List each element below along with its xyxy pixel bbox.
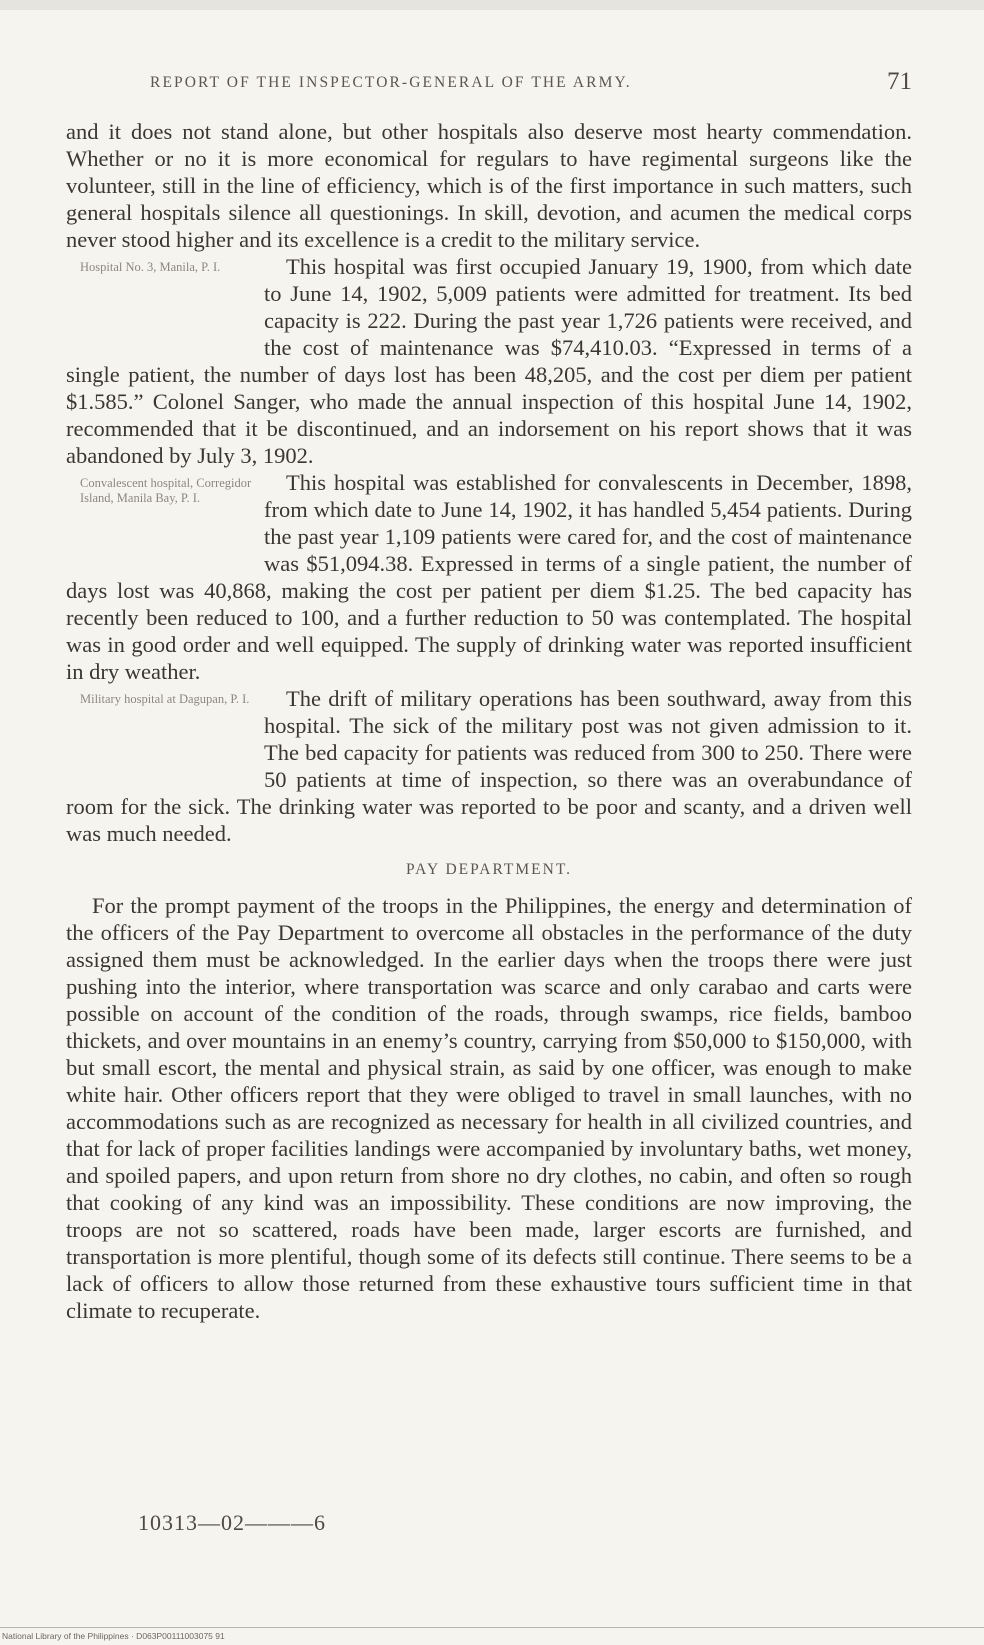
entry-convalescent-hospital	[66, 469, 912, 685]
body-text	[66, 118, 912, 1324]
entry-text-convalescent-hospital-content: This hospital was established for convalescents in December, 1898, from which date to June 14, 1902, it has handled 5,454 patients. During the past year 1,109 patients were cared for, and the cost of maintenance was $51,094.38. Expressed in terms of a single patient, the number of days lost was 40,868, making the cost per patient per diem $1.25. The bed capacity has recently been reduced to 100, and a further reduction to 50 was contemplated. The hospital was in good order and well equipped. The supply of drinking water was reported insufficient in dry weather.	[66, 470, 912, 684]
margin-note-hospital-no-3: Hospital No. 3, Manila, P. I.	[80, 260, 221, 274]
printer-signature: 10313—02———6	[138, 1510, 326, 1535]
intro-paragraph: and it does not stand alone, but other hospitals also deserve most hearty commendation. Whether or no it is more economical for regulars to have regimental surgeons like the volunteer, still in the line of efficiency, which is of the first importance in such matters, such general hospitals silence all questionings. In skill, devotion, and acumen the medical corps never stood higher and its excellence is a credit to the military service.	[66, 119, 912, 252]
pay-department-paragraph: For the prompt payment of the troops in the Philippines, the energy and determination of the officers of the Pay Department to overcome all obstacles in the performance of the duty assigned them must be acknowledged. In the earlier days when the troops there were just pushing into the interior, where transportation was scarce and only carabao and carts were possible on account of the condition of the roads, through swamps, rice fields, bamboo thickets, and over mountains in an enemy’s country, carrying from $50,000 to $150,000, with but small escort, the mental and physical strain, as said by one officer, was enough to make white hair. Other officers report that they were obliged to travel in small launches, with no accommodations such as are recognized as necessary for health in all civilized countries, and that for lack of proper facilities landings were accompanied by involuntary baths, wet money, and spoiled papers, and upon return from shore no dry clothes, no cabin, and often so rough that cooking of any kind was an impossibility. These conditions are now improving, the troops are not so scattered, roads have been made, larger escorts are furnished, and transportation is more plentiful, though some of its defects still continue. There seems to be a lack of officers to allow those returned from these exhaustive tours sufficient time in that climate to recuperate.	[66, 893, 912, 1323]
entry-text-hospital-no-3-content: This hospital was first occupied January 19, 1900, from which date to June 14, 1902, 5,009 patients were admitted for treatment. Its bed capacity is 222. During the past year 1,726 patients were received, and the cost of maintenance was $74,410.03. “Expressed in terms of a single patient, the number of days lost has been 48,205, and the cost per diem per patient $1.585.” Colonel Sanger, who made the annual inspection of this hospital June 14, 1902, recommended that it be discontinued, and an indorsement on his report shows that it was abandoned by July 3, 1902.	[66, 254, 912, 468]
running-title: REPORT OF THE INSPECTOR-GENERAL OF THE ARMY.	[150, 74, 632, 91]
entry-hospital-no-3	[66, 253, 912, 469]
bottom-divider	[0, 1627, 984, 1628]
scan-credit: National Library of the Philippines · D063P00111003075 91	[2, 1631, 225, 1641]
section-title-pay-department: PAY DEPARTMENT.	[405, 861, 573, 878]
scan-top-edge	[0, 0, 984, 10]
page-number: 71	[887, 68, 912, 95]
entry-dagupan-hospital	[66, 685, 912, 847]
margin-note-convalescent-hospital: Convalescent hospital, Corregidor Island, Manila Bay, P. I.	[80, 476, 252, 505]
entry-text-dagupan-hospital-content: The drift of military operations has been southward, away from this hospital. The sick of the military post was not given admission to it. The bed capacity for patients was reduced from 300 to 250. There were 50 patients at time of inspection, so there was an overabundance of room for the sick. The drinking water was reported to be poor and scanty, and a driven well was much needed.	[66, 686, 912, 846]
margin-note-dagupan-hospital: Military hospital at Dagupan, P. I.	[80, 692, 250, 706]
running-header	[150, 68, 920, 98]
